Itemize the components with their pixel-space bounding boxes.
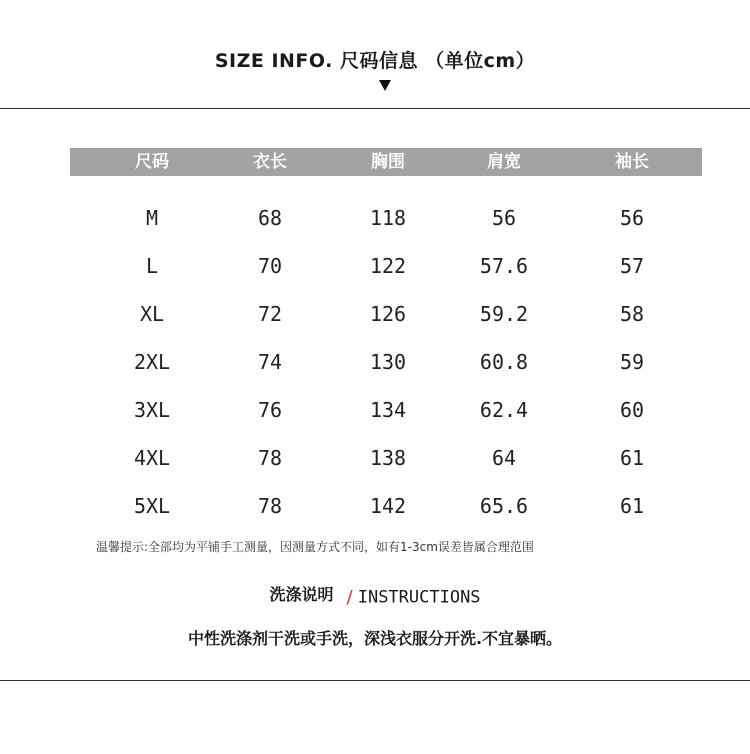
cell-sleeve: 58 bbox=[619, 302, 645, 326]
cell-length: 70 bbox=[257, 254, 283, 278]
cell-size: XL bbox=[139, 302, 165, 326]
cell-length: 72 bbox=[257, 302, 283, 326]
cell-size: 5XL bbox=[133, 494, 171, 518]
cell-sleeve: 59 bbox=[619, 350, 645, 374]
cell-sleeve: 61 bbox=[619, 446, 645, 470]
table-row bbox=[0, 299, 750, 329]
page-title: SIZE INFO. 尺码信息 （单位cm） bbox=[214, 50, 536, 72]
cell-chest: 126 bbox=[369, 302, 407, 326]
cell-length: 78 bbox=[257, 494, 283, 518]
instructions-title-en: INSTRUCTIONS bbox=[357, 587, 481, 608]
instructions-slash: / bbox=[346, 587, 353, 608]
table-row bbox=[0, 491, 750, 521]
top-divider bbox=[0, 108, 750, 109]
cell-length: 76 bbox=[257, 398, 283, 422]
cell-shoulder: 64 bbox=[491, 446, 517, 470]
instructions-heading bbox=[0, 586, 750, 609]
bottom-divider bbox=[0, 680, 750, 681]
table-row bbox=[0, 203, 750, 233]
header-size: 尺码 bbox=[135, 152, 169, 172]
size-table-header bbox=[70, 148, 702, 176]
measurement-note: 温馨提示:全部均为平铺手工测量，因测量方式不同，如有1-3cm误差皆属合理范围 bbox=[96, 540, 534, 554]
cell-size: 3XL bbox=[133, 398, 171, 422]
cell-chest: 134 bbox=[369, 398, 407, 422]
cell-length: 74 bbox=[257, 350, 283, 374]
header-shoulder: 肩宽 bbox=[487, 152, 521, 172]
cell-shoulder: 62.4 bbox=[479, 398, 529, 422]
cell-sleeve: 61 bbox=[619, 494, 645, 518]
cell-length: 68 bbox=[257, 206, 283, 230]
instructions-text: 中性洗涤剂干洗或手洗，深浅衣服分开洗.不宜暴晒。 bbox=[187, 629, 563, 648]
down-arrow-icon bbox=[379, 80, 391, 91]
table-row bbox=[0, 347, 750, 377]
header-length: 衣长 bbox=[253, 152, 287, 172]
cell-size: 4XL bbox=[133, 446, 171, 470]
table-row bbox=[0, 443, 750, 473]
cell-shoulder: 56 bbox=[491, 206, 517, 230]
cell-shoulder: 60.8 bbox=[479, 350, 529, 374]
cell-length: 78 bbox=[257, 446, 283, 470]
table-row bbox=[0, 251, 750, 281]
cell-chest: 118 bbox=[369, 206, 407, 230]
cell-size: L bbox=[145, 254, 159, 278]
instructions-title-cn: 洗涤说明 bbox=[269, 585, 334, 604]
cell-shoulder: 59.2 bbox=[479, 302, 529, 326]
cell-chest: 130 bbox=[369, 350, 407, 374]
cell-size: M bbox=[145, 206, 159, 230]
cell-chest: 122 bbox=[369, 254, 407, 278]
cell-shoulder: 57.6 bbox=[479, 254, 529, 278]
cell-size: 2XL bbox=[133, 350, 171, 374]
cell-sleeve: 60 bbox=[619, 398, 645, 422]
cell-shoulder: 65.6 bbox=[479, 494, 529, 518]
header-chest: 胸围 bbox=[371, 152, 405, 172]
cell-chest: 142 bbox=[369, 494, 407, 518]
cell-chest: 138 bbox=[369, 446, 407, 470]
header-sleeve: 袖长 bbox=[615, 152, 649, 172]
cell-sleeve: 57 bbox=[619, 254, 645, 278]
cell-sleeve: 56 bbox=[619, 206, 645, 230]
table-row bbox=[0, 395, 750, 425]
